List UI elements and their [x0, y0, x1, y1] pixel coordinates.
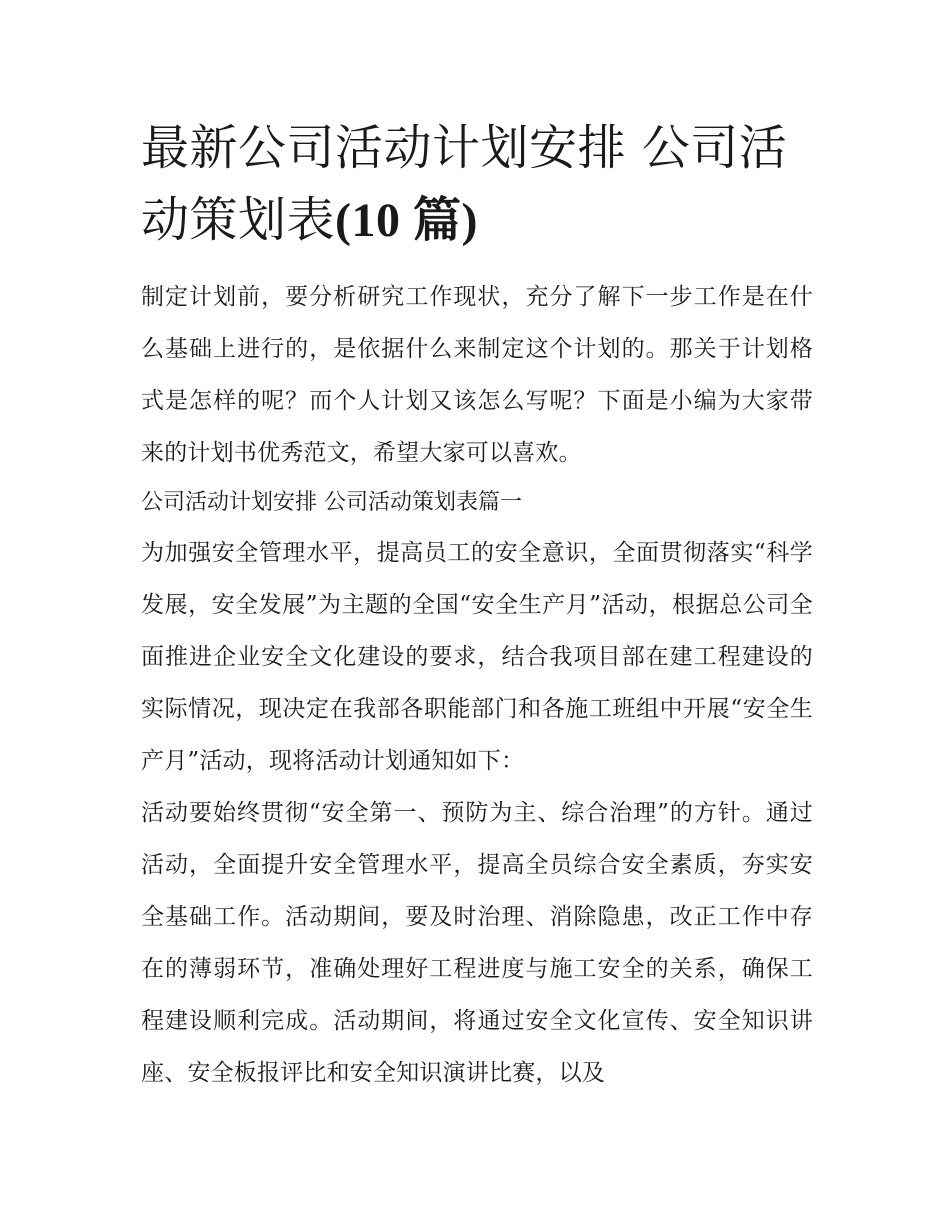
body-paragraph-2: 活动要始终贯彻“安全第一、预防为主、综合治理”的方针。通过活动，全面提升安全管理水平，提高全员综合安全素质，夯实安全基础工作。活动期间，要及时治理、消除隐患，改正工作中存在的薄弱环节，准确处理好工程进度与施工安全的关系，确保工程建设顺利完成。活动期间，将通过安全文化宣传、安全知识讲座、安全板报评比和安全知识演讲比赛，以及 [141, 800, 813, 1086]
document-page [141, 112, 813, 1099]
title-count-text: (10 篇) [335, 194, 478, 247]
document-title [141, 112, 813, 257]
intro-paragraph: 制定计划前，要分析研究工作现状，充分了解下一步工作是在什么基础上进行的，是依据什么来制定这个计划的。那关于计划格式是怎样的呢？而个人计划又该怎么写呢？下面是小编为大家带来的计划书优秀范文，希望大家可以喜欢。 [141, 284, 813, 466]
body-paragraph-1: 为加强安全管理水平，提高员工的安全意识，全面贯彻落实“科学发展，安全发展”为主题的全国“安全生产月”活动，根据总公司全面推进企业安全文化建设的要求，结合我项目部在建工程建设的实际情况，现决定在我部各职能部门和各施工班组中开展“安全生产月”活动，现将活动计划通知如下： [141, 540, 813, 774]
section-heading: 公司活动计划安排 公司活动策划表篇一 [141, 490, 522, 515]
title-main-text: 最新公司活动计划安排 公司活动策划表 [141, 120, 788, 248]
